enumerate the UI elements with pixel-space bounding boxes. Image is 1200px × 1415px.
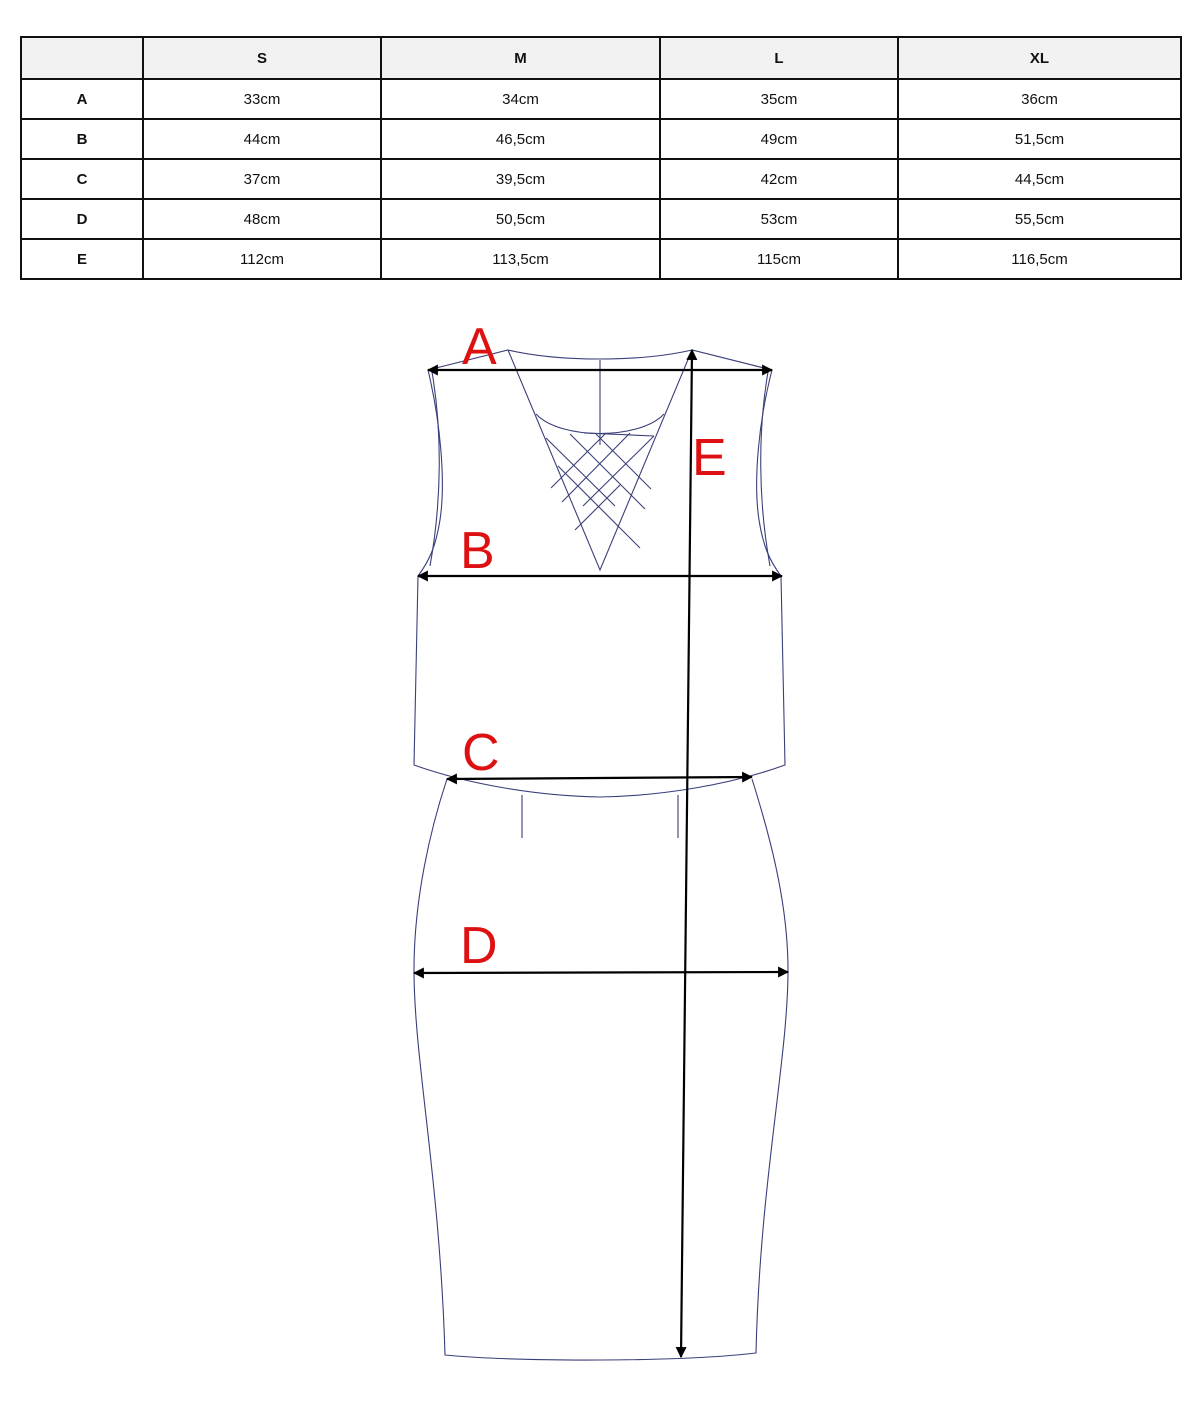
- label-b: B: [460, 522, 495, 580]
- cell-d-m: 50,5cm: [381, 199, 660, 239]
- neck-lattice: [546, 433, 654, 548]
- label-e: E: [692, 429, 727, 487]
- size-header-s: S: [143, 37, 381, 79]
- size-header-m: M: [381, 37, 660, 79]
- table-row: [21, 239, 1181, 279]
- header-corner-cell: [21, 37, 143, 79]
- cell-b-l: 49cm: [660, 119, 898, 159]
- cell-a-s: 33cm: [143, 79, 381, 119]
- cell-b-xl: 51,5cm: [898, 119, 1181, 159]
- cell-e-s: 112cm: [143, 239, 381, 279]
- cell-a-xl: 36cm: [898, 79, 1181, 119]
- label-a: A: [462, 318, 497, 376]
- cell-a-l: 35cm: [660, 79, 898, 119]
- table-row: [21, 79, 1181, 119]
- dress-top-outline: [414, 350, 785, 797]
- label-d: D: [460, 917, 498, 975]
- cell-c-m: 39,5cm: [381, 159, 660, 199]
- size-header-l: L: [660, 37, 898, 79]
- cell-d-s: 48cm: [143, 199, 381, 239]
- row-label-b: B: [21, 119, 143, 159]
- cell-a-m: 34cm: [381, 79, 660, 119]
- table-row: [21, 119, 1181, 159]
- row-label-d: D: [21, 199, 143, 239]
- size-header-xl: XL: [898, 37, 1181, 79]
- measure-e-arrow: [681, 350, 692, 1357]
- row-label-a: A: [21, 79, 143, 119]
- cell-b-s: 44cm: [143, 119, 381, 159]
- size-header-row: [21, 37, 1181, 79]
- cell-c-l: 42cm: [660, 159, 898, 199]
- table-row: [21, 159, 1181, 199]
- cell-e-l: 115cm: [660, 239, 898, 279]
- cell-d-l: 53cm: [660, 199, 898, 239]
- label-c: C: [462, 724, 500, 782]
- cell-e-m: 113,5cm: [381, 239, 660, 279]
- cell-c-xl: 44,5cm: [898, 159, 1181, 199]
- measure-c-arrow: [447, 777, 752, 779]
- dress-skirt-outline: [414, 779, 788, 1360]
- cell-d-xl: 55,5cm: [898, 199, 1181, 239]
- size-chart-table: [20, 36, 1182, 280]
- cell-c-s: 37cm: [143, 159, 381, 199]
- row-label-e: E: [21, 239, 143, 279]
- table-row: [21, 199, 1181, 239]
- measure-d-arrow: [414, 972, 788, 973]
- cell-b-m: 46,5cm: [381, 119, 660, 159]
- cell-e-xl: 116,5cm: [898, 239, 1181, 279]
- row-label-c: C: [21, 159, 143, 199]
